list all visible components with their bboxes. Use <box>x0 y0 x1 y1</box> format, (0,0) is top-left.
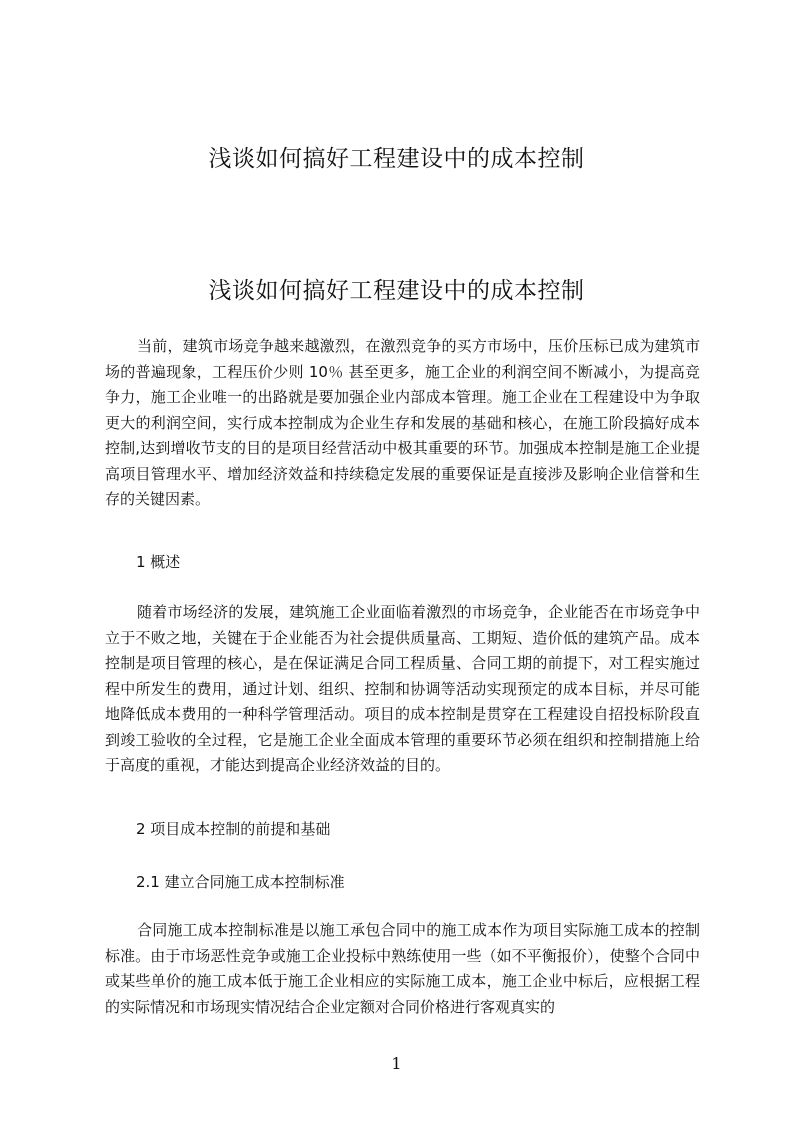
overview-paragraph: 随着市场经济的发展，建筑施工企业面临着激烈的市场竞争，企业能否在市场竞争中立于不败之地，关键在于企业能否为社会提供质量高、工期短、造价低的建筑产品。成本控制是项目管理的核心，是在保证满足合同工程质量、合同工期的前提下，对工程实施过程中所发生的费用，通过计划、组织、控制和协调等活动实现预定的成本目标，并尽可能地降低成本费用的一种科学管理活动。项目的成本控制是贯穿在工程建设自招投标阶段直到竣工验收的全过程，它是施工企业全面成本管理的重要环节必须在组织和控制措施上给于高度的重视，才能达到提高企业经济效益的目的。 <box>105 603 700 774</box>
subsection-heading-standard: 2.1 建立合同施工成本控制标准 <box>136 873 345 891</box>
standard-paragraph: 合同施工成本控制标准是以施工承包合同中的施工成本作为项目实际施工成本的控制标准。由于市场恶性竞争或施工企业投标中熟练使用一些（如不平衡报价），使整个合同中或某些单价的施工成本低于施工企业相应的实际施工成本，施工企业中标后，应根据工程的实际情况和市场现实情况结合企业定额对合同价格进行客观真实的 <box>105 921 700 1016</box>
cover-title: 浅谈如何搞好工程建设中的成本控制 <box>208 146 585 172</box>
page-number: 1 <box>391 1054 402 1073</box>
intro-paragraph: 当前，建筑市场竞争越来越激烈，在激烈竞争的买方市场中，压价压标已成为建筑市场的普遍现象，工程压价少则 10％ 甚至更多，施工企业的利润空间不断减小，为提高竞争力，施工企业唯一的出路就是要加强企业内部成本管理。施工企业在工程建设中为争取更大的利润空间，实行成本控制成为企业生存和发展的基础和核心，在施工阶段搞好成本控制,达到增收节支的目的是项目经营活动中极其重要的环节。加强成本控制是施工企业提高项目管理水平、增加经济效益和持续稳定发展的重要保证是直接涉及影响企业信誉和生存的关键因素。 <box>105 337 700 508</box>
section-heading-overview: 1 概述 <box>136 553 181 571</box>
section-heading-premise: 2 项目成本控制的前提和基础 <box>136 820 331 838</box>
article-title: 浅谈如何搞好工程建设中的成本控制 <box>208 278 585 304</box>
